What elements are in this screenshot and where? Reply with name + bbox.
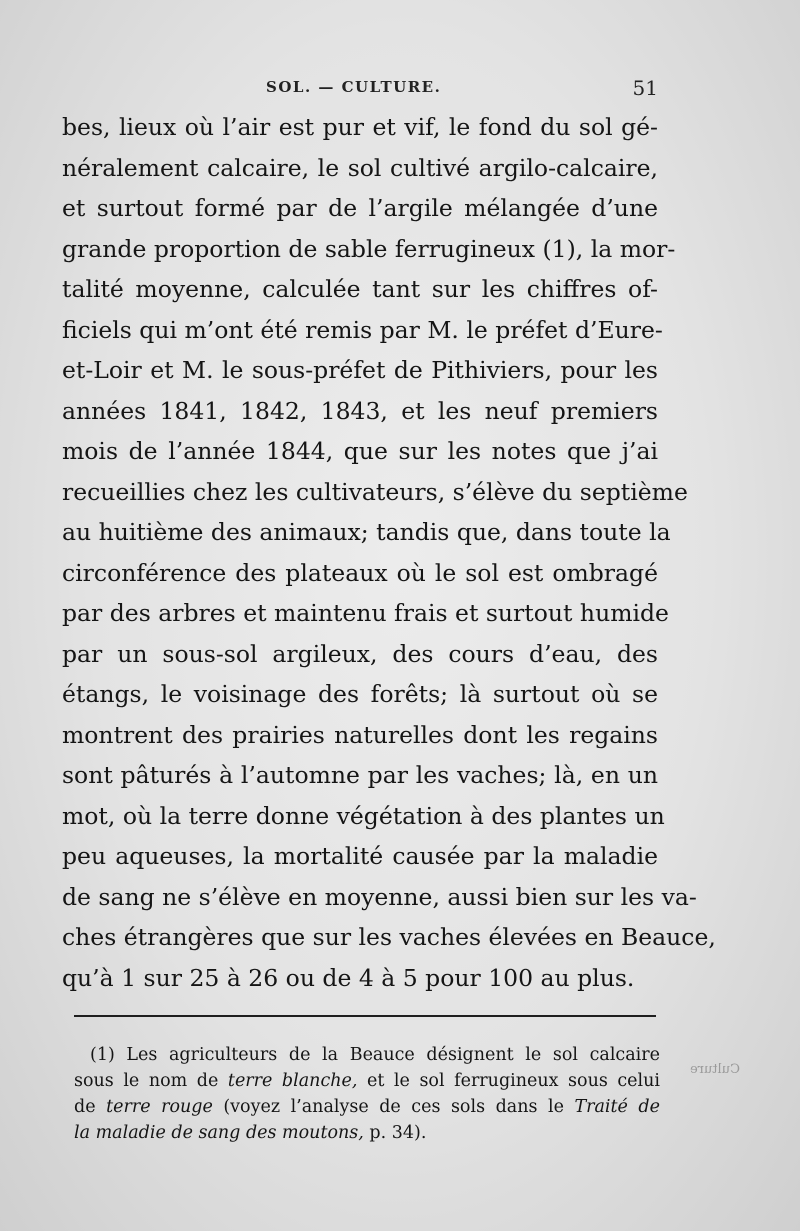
text-line: années 1841, 1842, 1843, et les neuf premiers	[62, 396, 658, 425]
text-line: mois de l’année 1844, que sur les notes que j’ai	[62, 437, 658, 465]
margin-bleed-text: Culture	[690, 1062, 740, 1077]
text-line: de sang ne s’élève en moyenne, aussi bien sur les va-	[62, 882, 697, 911]
footnote-text: (voyez l’analyse de ces sols dans le	[212, 1097, 575, 1117]
text-line: circonférence des plateaux où le sol est ombragé	[62, 558, 658, 587]
footnote-text: sous le nom de	[74, 1071, 228, 1091]
text-line: qu’à 1 sur 25 à 26 ou de 4 à 5 pour 100 au plus.	[62, 963, 635, 992]
text-line: peu aqueuses, la mortalité causée par la maladie	[62, 842, 658, 870]
text-line: par des arbres et maintenu frais et surtout humide	[62, 599, 669, 627]
text-line: par un sous-sol argileux, des cours d’eau, des	[62, 639, 658, 668]
text-line: et surtout formé par de l’argile mélangée d’une	[62, 194, 658, 222]
footnote-line: (1) Les agriculteurs de la Beauce désignent le sol calcaire	[90, 1045, 660, 1065]
running-head: SOL. — CULTURE.	[266, 78, 442, 96]
footnote-italic-term: terre blanche,	[227, 1071, 358, 1091]
footnote-text: p. 34).	[363, 1123, 427, 1143]
text-line: mot, où la terre donne végétation à des plantes un	[62, 801, 665, 830]
text-line: recueillies chez les cultivateurs, s’élève du septième	[62, 477, 688, 506]
page-number: 51	[632, 76, 658, 100]
footnote-line	[74, 1094, 660, 1120]
text-line: talité moyenne, calculée tant sur les chiffres of-	[62, 275, 658, 303]
page-header	[60, 78, 658, 108]
footnote-line	[74, 1120, 660, 1146]
text-line: étangs, le voisinage des forêts; là surtout où se	[62, 680, 658, 708]
text-line: grande proportion de sable ferrugineux (1), la mor-	[62, 234, 676, 263]
footnote-line	[74, 1068, 660, 1094]
text-line: au huitième des animaux; tandis que, dans toute la	[62, 518, 671, 546]
footnote-italic-title: la maladie de sang des moutons,	[74, 1123, 364, 1143]
text-line: sont pâturés à l’automne par les vaches; là, en un	[62, 761, 658, 789]
footnote-rule	[74, 1015, 656, 1017]
footnote-italic-title: Traité de	[574, 1097, 660, 1117]
footnote-italic-term: terre rouge	[106, 1097, 213, 1117]
footnote	[74, 1042, 660, 1146]
text-line: bes, lieux où l’air est pur et vif, le fond du sol gé-	[62, 113, 658, 141]
text-line: montrent des prairies naturelles dont les regains	[62, 720, 658, 749]
footnote-text: et le sol ferrugineux sous celui	[357, 1071, 661, 1091]
text-line: et-Loir et M. le sous-préfet de Pithiviers, pour les	[62, 356, 658, 384]
text-line: ficiels qui m’ont été remis par M. le préfet d’Eure-	[62, 315, 663, 344]
text-line: ches étrangères que sur les vaches élevées en Beauce,	[62, 923, 716, 951]
footnote-text: de	[74, 1097, 107, 1117]
text-line: néralement calcaire, le sol cultivé argilo-calcaire,	[62, 153, 658, 182]
body-text	[62, 107, 716, 998]
